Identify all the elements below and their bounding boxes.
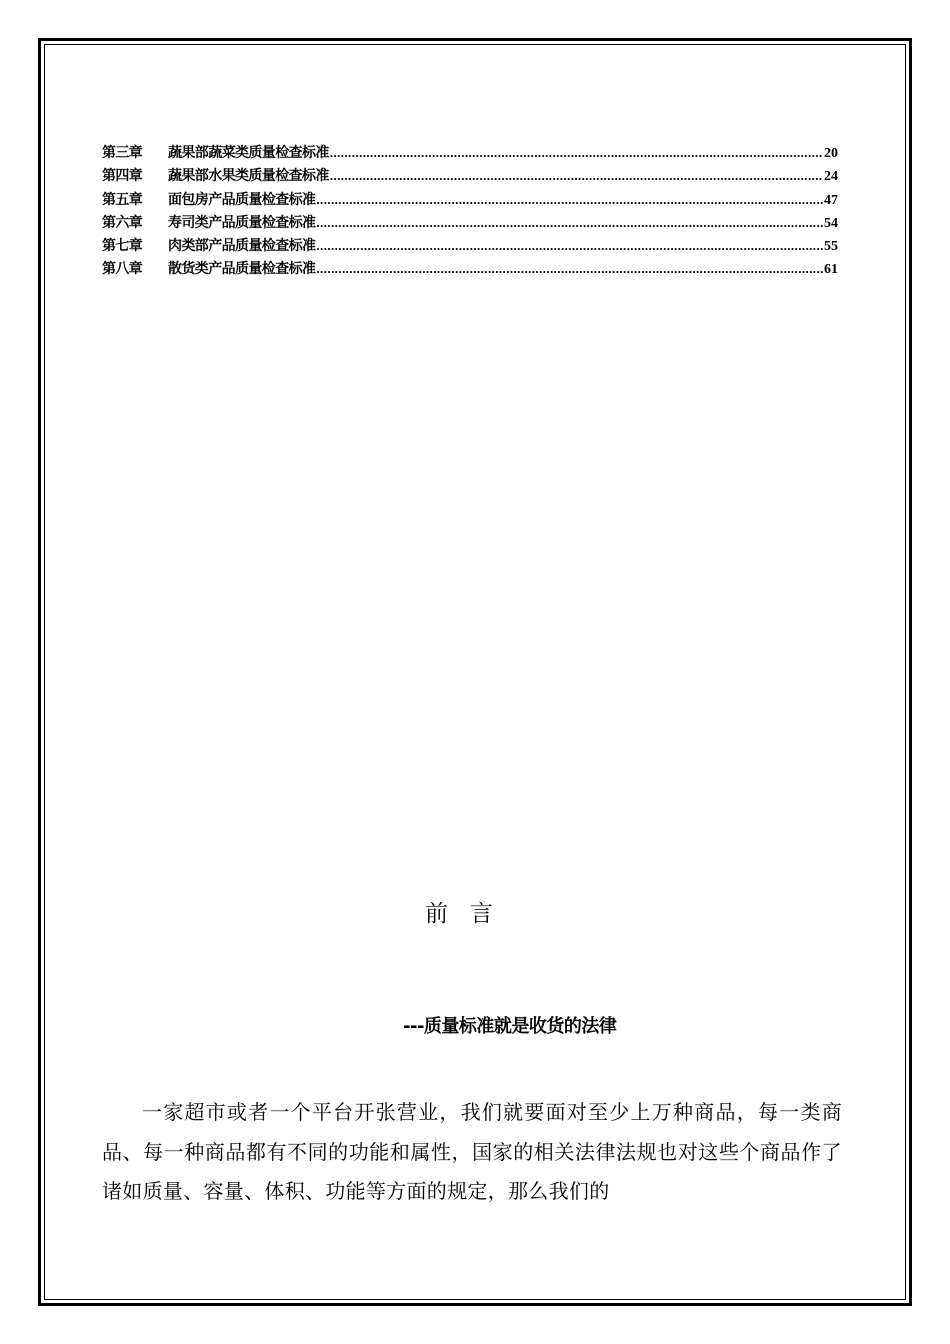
preface-title: 前言	[425, 901, 515, 927]
toc-entry-chapter-8[interactable]	[102, 257, 838, 280]
toc-chapter-title: 散货类产品质量检查标准	[168, 261, 316, 278]
toc-dot-leader	[316, 188, 823, 211]
toc-chapter-title: 蔬果部蔬菜类质量检查标准	[168, 145, 329, 161]
toc-entry-chapter-7[interactable]	[102, 234, 838, 257]
preface-subtitle: ---质量标准就是收货的法律	[403, 1016, 617, 1037]
toc-entry-chapter-3[interactable]	[102, 141, 838, 164]
toc-dot-leader	[330, 164, 823, 187]
toc-dot-leader	[316, 211, 823, 234]
toc-entry-chapter-4[interactable]	[102, 164, 838, 187]
toc-chapter-number: 第六章	[102, 214, 143, 231]
table-of-contents	[102, 141, 838, 281]
toc-page-number: 55	[824, 239, 838, 255]
toc-chapter-number: 第八章	[102, 261, 143, 278]
toc-page-number: 54	[824, 215, 838, 231]
toc-entry-chapter-5[interactable]	[102, 188, 838, 211]
toc-entry-chapter-6[interactable]	[102, 211, 838, 234]
toc-page-number: 24	[824, 169, 838, 185]
toc-chapter-number: 第七章	[102, 238, 143, 255]
preface-body-paragraph: 一家超市或者一个平台开张营业，我们就要面对至少上万种商品，每一类商品、每一种商品都有不同的功能和属性，国家的相关法律法规也对这些个商品作了诸如质量、容量、体积、功能等方面的规定，那么我们的	[102, 1100, 842, 1203]
toc-page-number: 20	[824, 146, 838, 161]
toc-chapter-number: 第三章	[102, 145, 143, 161]
toc-dot-leader	[316, 257, 823, 280]
toc-chapter-title: 面包房产品质量检查标准	[168, 191, 316, 208]
toc-chapter-title: 蔬果部水果类质量检查标准	[168, 168, 329, 185]
toc-chapter-title: 寿司类产品质量检查标准	[168, 214, 316, 231]
toc-dot-leader	[316, 234, 823, 257]
toc-chapter-title: 肉类部产品质量检查标准	[168, 238, 316, 255]
toc-page-number: 61	[824, 262, 838, 278]
toc-chapter-number: 第五章	[102, 191, 143, 208]
toc-dot-leader	[330, 141, 823, 164]
toc-page-number: 47	[824, 192, 838, 208]
toc-chapter-number: 第四章	[102, 168, 143, 185]
